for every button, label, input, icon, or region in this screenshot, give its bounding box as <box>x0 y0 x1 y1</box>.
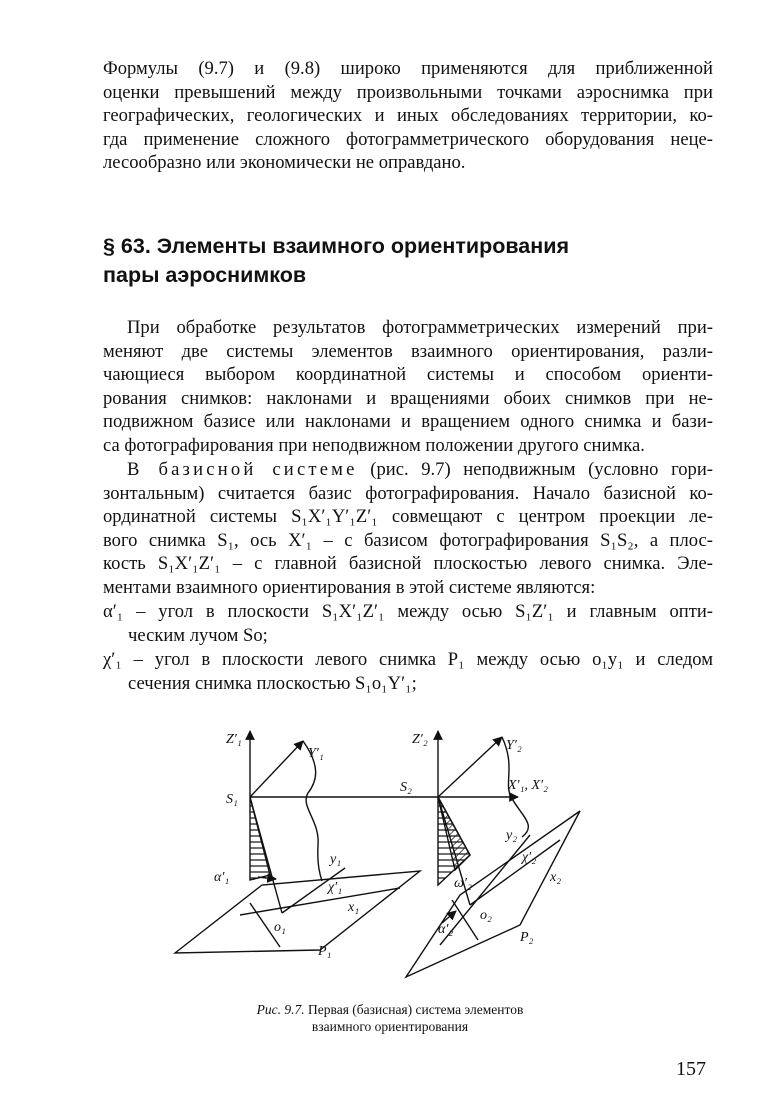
figure-9-7 <box>170 725 610 997</box>
paragraph-line: ординатной системы S₁X′₁Y′₁Z′₁ совмещают с центром проекции ле- <box>103 506 713 528</box>
label-z1: Z′₁ <box>226 732 242 747</box>
paragraph-line: вого снимка S₁, ось X′₁ – с базисом фотографирования S₁S₂, а плос- <box>103 529 713 551</box>
caption-line1 <box>170 1001 610 1018</box>
caption-line2: взаимного ориентирования <box>311 1019 469 1034</box>
label-p2: P₂ <box>520 930 534 945</box>
figure-caption <box>170 1001 610 1035</box>
label-y2-axis: Y′₂ <box>506 738 522 753</box>
list-item-chi <box>103 648 713 695</box>
intro-line: оценки превышений между произвольными точками аэроснимка при <box>103 81 713 103</box>
label-s1: S₁ <box>226 792 238 807</box>
paragraph-line: зонтальным) считается базис фотографирования. Начало базисной ко- <box>103 482 713 504</box>
list-item-line2: сечения снимка плоскостью S₁o₁Y′₁; <box>128 672 417 694</box>
paragraph-line: При обработке результатов фотограмметрических измерений при- <box>127 317 713 338</box>
intro-line: географических, геологических и иных обследованиях территории, ко- <box>103 105 713 127</box>
paragraph-line: кость S₁X′₁Z′₁ – с главной базисной плоскостью левого снимка. Эле- <box>103 553 713 575</box>
list-item-line1 <box>103 648 713 672</box>
section-heading <box>103 232 713 290</box>
label-alpha2: α′₂ <box>438 922 454 937</box>
label-y2: y₂ <box>506 828 518 843</box>
paragraph-line: чающиеся выбором координатной системы и способом ориенти- <box>103 364 713 386</box>
section-heading-line2: пары аэроснимков <box>103 263 307 287</box>
list-item-label: α′₁ <box>103 601 124 622</box>
intro-line: гда применение сложного фотограмметрического оборудования неце- <box>103 128 713 150</box>
paragraph-2-line1 <box>103 458 713 482</box>
label-x1: x₁ <box>348 900 360 915</box>
section-heading-line1: § 63. Элементы взаимного ориентирования <box>103 234 569 258</box>
label-o2: o₂ <box>480 908 492 923</box>
label-alpha1: α′₁ <box>214 870 230 885</box>
label-chi1: χ′₁ <box>328 880 343 895</box>
list-item-text: – угол в плоскости S₁X′₁Z′₁ между осью S₁Z′₁ и главным опти- <box>136 601 714 622</box>
list-item-alpha <box>103 600 713 647</box>
paragraph-line: рования снимков: наклонами и вращениями обоих снимков при не- <box>103 387 713 409</box>
paragraph-line: ментами взаимного ориентирования в этой системе являются: <box>103 576 596 598</box>
paragraph-line: подвижном базисе или наклонами и вращением одного снимка и бази- <box>103 411 713 433</box>
paragraph-line: са фотографирования при неподвижном положении другого снимка. <box>103 434 645 456</box>
paragraph-2 <box>103 458 713 600</box>
list-item-line2: ческим лучом So; <box>128 624 268 646</box>
label-z2: Z′₂ <box>412 732 428 747</box>
paragraph-2-line1-rest: (рис. 9.7) неподвижным (условно гори- <box>357 459 713 480</box>
label-y1: y₁ <box>330 852 342 867</box>
intro-line: Формулы (9.7) и (9.8) широко применяются для приближенной <box>103 58 713 79</box>
label-x-axes: X′₁, X′₂ <box>508 778 548 793</box>
intro-line: лесообразно или экономически не оправдано. <box>103 152 466 174</box>
page-number: 157 <box>676 1058 706 1080</box>
intro-paragraph <box>103 57 713 175</box>
list-item-label: χ′₁ <box>103 649 122 670</box>
label-x2: x₂ <box>550 870 562 885</box>
label-omega2: ω′₂ <box>454 876 472 891</box>
label-y1-axis: Y′₁ <box>308 746 324 761</box>
label-s2: S₂ <box>400 780 412 795</box>
label-chi2: χ′₂ <box>522 850 537 865</box>
caption-text1: Первая (базисная) система элементов <box>304 1002 524 1017</box>
caption-prefix: Рис. 9.7. <box>256 1002 305 1017</box>
term-basis-system: В базисной системе <box>127 459 358 480</box>
label-o1: o₁ <box>274 920 286 935</box>
label-p1: P₁ <box>318 944 332 959</box>
list-item-text: – угол в плоскости левого снимка P₁ между осью o₁y₁ и следом <box>133 649 713 670</box>
paragraph-1 <box>103 316 713 458</box>
list-item-line1 <box>103 600 713 624</box>
paragraph-line: меняют две системы элементов взаимного ориентирования, разли- <box>103 340 713 362</box>
